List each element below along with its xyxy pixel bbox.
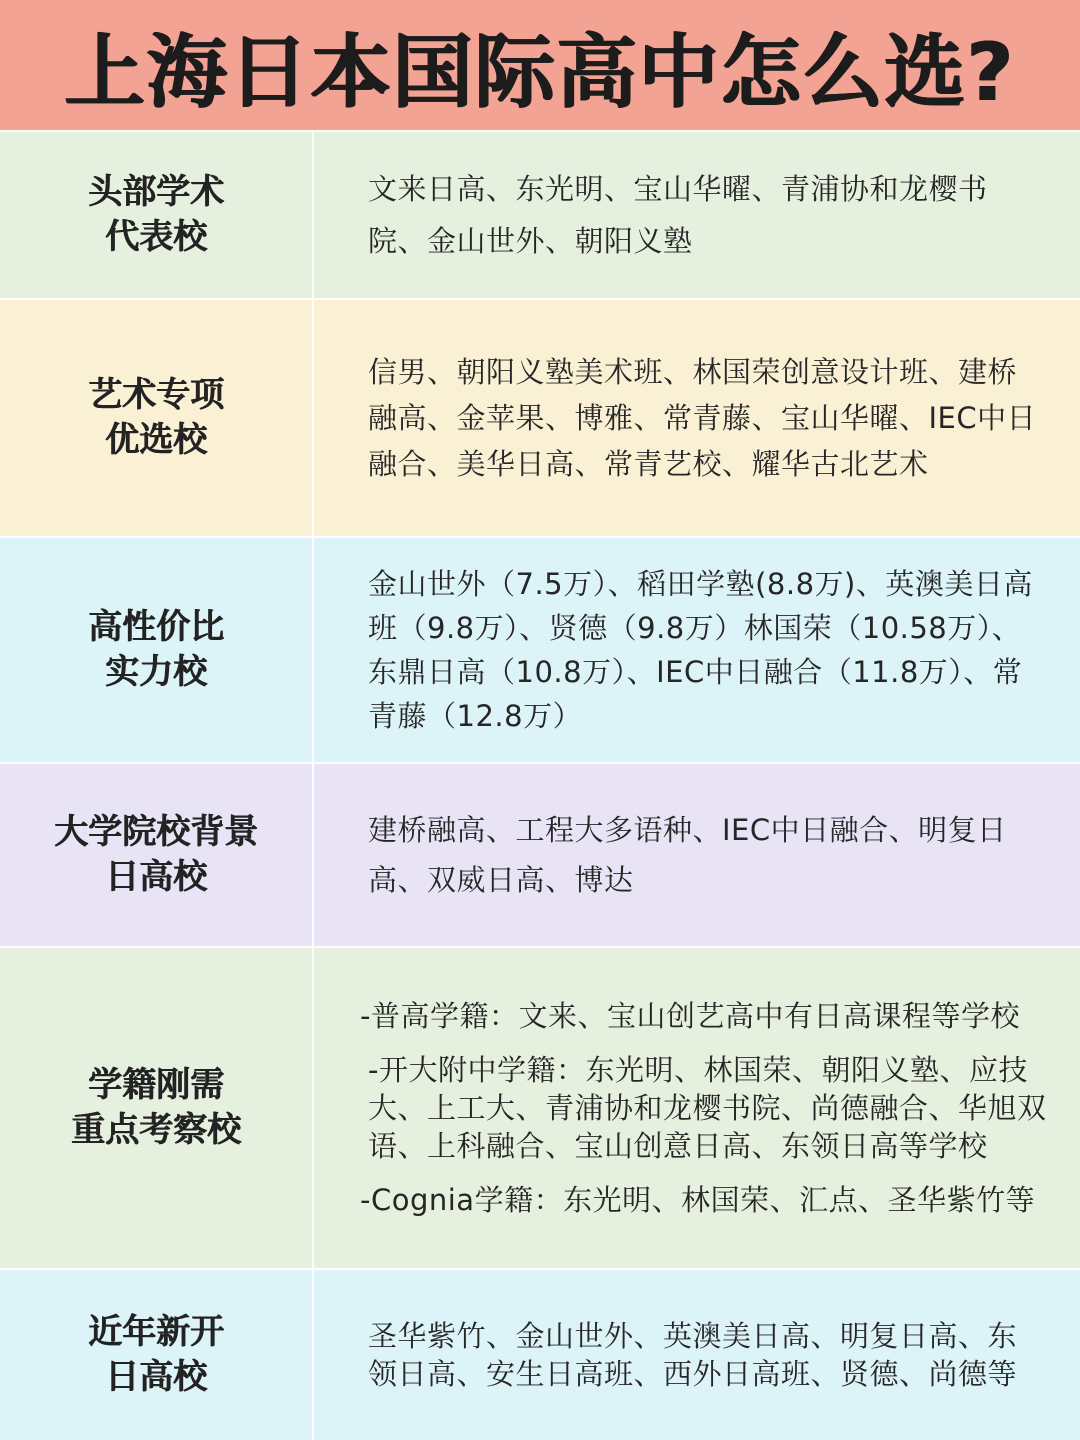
- table-row-art: [0, 298, 1080, 536]
- row-content-cell: [314, 300, 1080, 536]
- row-content-cell: [314, 538, 1080, 762]
- row-label: 近年新开 日高校: [88, 1312, 224, 1397]
- row-paragraph: -普高学籍：文来、宝山创艺高中有日高课程等学校: [360, 999, 1020, 1033]
- row-label-cell: [0, 1270, 314, 1440]
- row-label-cell: [0, 300, 314, 536]
- row-label-cell: [0, 538, 314, 762]
- row-content-cell: [314, 132, 1080, 298]
- table-row-academic: [0, 130, 1080, 298]
- row-content: 金山世外（7.5万）、稻田学塾(8.8万)、英澳美日高班（9.8万）、贤德（9.8万）林国荣（10.58万）、东鼎日高（10.8万）、IEC中日融合（11.8万）、常青藤（12.8万）: [368, 567, 1033, 733]
- table-row-value: [0, 536, 1080, 762]
- row-label: 大学院校背景 日高校: [54, 812, 258, 897]
- row-label-cell: [0, 132, 314, 298]
- row-content-cell: [314, 764, 1080, 946]
- row-label: 头部学术 代表校: [88, 172, 224, 257]
- row-content-cell: [314, 1270, 1080, 1440]
- row-content: 建桥融高、工程大多语种、IEC中日融合、明复日高、双威日高、博达: [368, 813, 1007, 897]
- table-row-enrollment: [0, 946, 1080, 1268]
- row-label: 艺术专项 优选校: [88, 375, 224, 460]
- row-content: 信男、朝阳义塾美术班、林国荣创意设计班、建桥融高、金苹果、博雅、常青藤、宝山华曜、IEC中日融合、美华日高、常青艺校、耀华古北艺术: [368, 355, 1037, 481]
- row-label: 学籍刚需 重点考察校: [71, 1065, 241, 1150]
- row-label: 高性价比 实力校: [88, 607, 224, 692]
- table-row-university: [0, 762, 1080, 946]
- row-content: 文来日高、东光明、宝山华曜、青浦协和龙樱书院、金山世外、朝阳义塾: [368, 172, 988, 258]
- row-label-cell: [0, 764, 314, 946]
- row-paragraph: -Cognia学籍：东光明、林国荣、汇点、圣华紫竹等: [360, 1183, 1036, 1217]
- table-row-new: [0, 1268, 1080, 1440]
- header-banner: [0, 0, 1080, 130]
- row-content: 圣华紫竹、金山世外、英澳美日高、明复日高、东领日高、安生日高班、西外日高班、贤德、尚德等: [368, 1319, 1018, 1391]
- row-content-cell: [314, 948, 1080, 1268]
- page-title: 上海日本国际高中怎么选?: [64, 25, 1016, 119]
- row-paragraph: -开大附中学籍：东光明、林国荣、朝阳义塾、应技大、上工大、青浦协和龙樱书院、尚德融合、华旭双语、上科融合、宝山创意日高、东领日高等学校: [368, 1053, 1047, 1163]
- row-label-cell: [0, 948, 314, 1268]
